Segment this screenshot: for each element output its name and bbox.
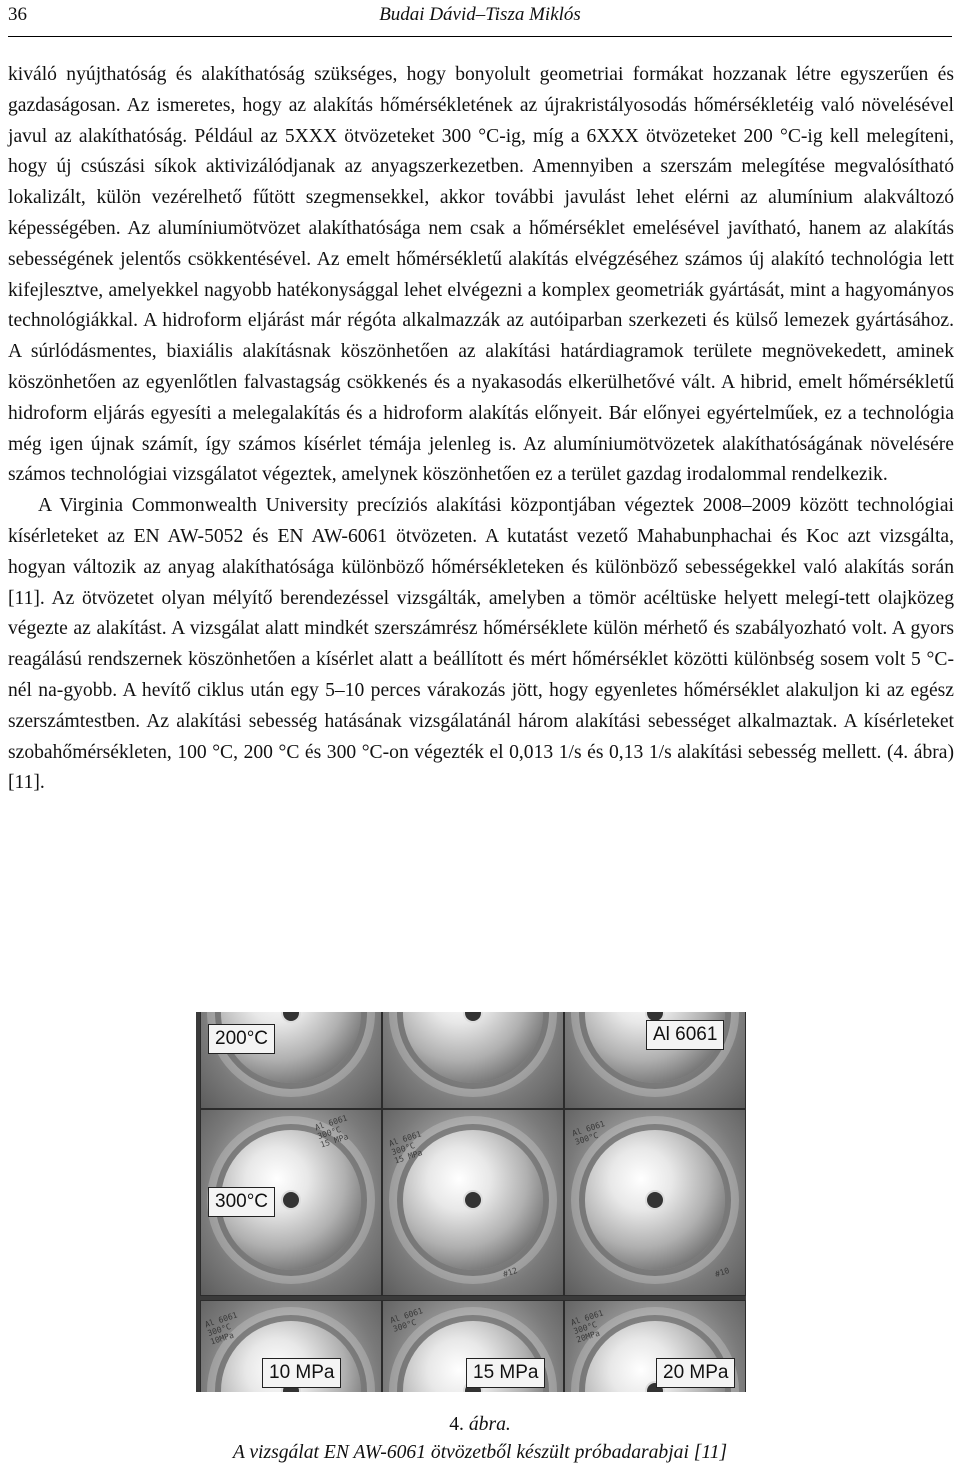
page-number: 36: [8, 4, 27, 25]
specimen-number: #12: [501, 1265, 519, 1280]
label-alloy: Al 6061: [646, 1020, 724, 1050]
center-hole: [281, 1012, 301, 1023]
body-text: [8, 60, 954, 799]
page-header: [8, 0, 952, 37]
running-head: Budai Dávid–Tisza Miklós: [379, 4, 581, 25]
center-hole: [281, 1190, 301, 1210]
specimen-handwriting: Al 6061 300°C 10MPa: [203, 1310, 239, 1347]
figure-caption: A vizsgálat EN AW-6061 ötvözetből készült próbadarabjai [11]: [232, 1442, 728, 1463]
specimen-top-center: [382, 1012, 564, 1109]
specimen-handwriting: Al 6061 300°C: [389, 1306, 424, 1334]
paragraph-1: kiváló nyújthatóság és alakíthatóság szükséges, hogy bonyolult geometriai formákat hozzanak létre egyszerűen és gazdaságosan. Az ismeretes, hogy az alakítás hőmérsékletének az újrakristályosodás hőmérsékletéig való növelésével javul az alakíthatóság. Például az 5XXX ötvözeteket 300 °C-ig, míg a 6XXX ötvözeteket 200 °C-ig kell melegíteni, hogy új csúszási síkok aktivizálódjanak az anyagszerkezetben. Amennyiben a szerszám melegítése megvalósítható lokalizált, külön vezérelhető fűtött szegmensekkel, akkor további javulást lehet elérni az alumínium alakváltozó képességében. Az alumíniumötvözet alakíthatósága nem csak a hőmérséklet emelésével javítható, hanem az alakítás sebességének jelentős csökkentésével. Az emelt hőmérsékletű alakítás elvégzéséhez számos új alakító technológia lett kifejlesztve, amelyekkel nagyobb hatékonysággal lehet elvégezni a komplex geometriák gyártását, mint a hagyományos technológiákkal. A hidroform eljárást már régóta alkalmazzák az autóiparban szerkezeti és külső lemezek gyártásához. A súrlódásmentes, biaxiális alakításnak köszönhetően az alakítási határdiagramok területe megnövekedett, aminek köszönhetően az egyenlőtlen falvastagság csökkenés és a nyakasodás elkerülhetővé vált. A hibrid, emelt hőmérsékletű hidroform eljárás egyesíti a melegalakítás és a hidroform alakítás előnyeit. Bár előnyei egyértelműek, ez a technológia még igen újnak számít, így számos kísérlet témája jelenleg is. Az alumíniumötvözetek alakíthatóságának növelésére számos technológiai vizsgálatot végeztek, amelynek köszönhetően ez a terület gazdag irodalommal rendelkezik.: [8, 64, 954, 486]
specimen-number: #10: [713, 1265, 731, 1280]
specimen-mid-right: [564, 1109, 746, 1296]
specimen-handwriting: Al 6061 300°C 15 MPa: [313, 1113, 350, 1150]
label-pressure-10: 10 MPa: [262, 1358, 341, 1388]
specimen-handwriting: Al 6061 300°C 20MPa: [569, 1308, 605, 1345]
figure-caption-number: [0, 1414, 960, 1436]
specimen-handwriting: Al 6061 300°C: [571, 1119, 606, 1147]
specimen-handwriting: Al 6061 300°C 15 MPa: [387, 1129, 424, 1166]
caption-word: ábra.: [468, 1414, 511, 1435]
center-hole: [645, 1190, 665, 1210]
figure-photo: [196, 1012, 746, 1392]
specimen-mid-center: [382, 1109, 564, 1296]
center-hole: [463, 1012, 483, 1023]
label-pressure-20: 20 MPa: [656, 1358, 735, 1388]
label-temp-200: 200°C: [208, 1024, 275, 1054]
dome: [585, 1130, 725, 1270]
paragraph-2: A Virginia Commonwealth University precíziós alakítási központjában végeztek 2008–2009 között technológiai kísérleteket az EN AW-5052 és EN AW-6061 ötvözeten. A kutatást vezető Mahabunphachai és Koc azt vizsgálta, hogyan változik az anyag alakíthatósága különböző hőmérsékleteken és különböző sebességekkel való alakítás során [11]. Az ötvözetet olyan mélyítő berendezéssel vizsgálták, amelyben a tömör acéltüske helyett melegí-tett olajközeg végezte az alakítást. A vizsgálat alatt mindkét szerszámrész hőmérséklete külön mérhető és szabályozható volt. A gyors reagálású rendszernek köszönhetően a kísérlet alatt a beállított és mért hőmérséklet közötti különbség sosem volt 5 °C-nél na-gyobb. A hevítő ciklus után egy 5–10 perces várakozás jött, hogy egyenletes hőmérséklet alakuljon ki az egész szerszámtestben. Az alakítási sebesség hatásának vizsgálatánál három alakítási sebességet alkalmaztak. A kísérleteket szobahőmérsékleten, 100 °C, 200 °C és 300 °C-on végezték el 0,013 1/s és 0,13 1/s alakítási sebesség mellett. (4. ábra) [11].: [8, 495, 954, 794]
caption-number: 4.: [449, 1414, 464, 1435]
dome: [403, 1012, 543, 1083]
label-temp-300: 300°C: [208, 1187, 275, 1217]
center-hole: [463, 1190, 483, 1210]
label-pressure-15: 15 MPa: [466, 1358, 545, 1388]
